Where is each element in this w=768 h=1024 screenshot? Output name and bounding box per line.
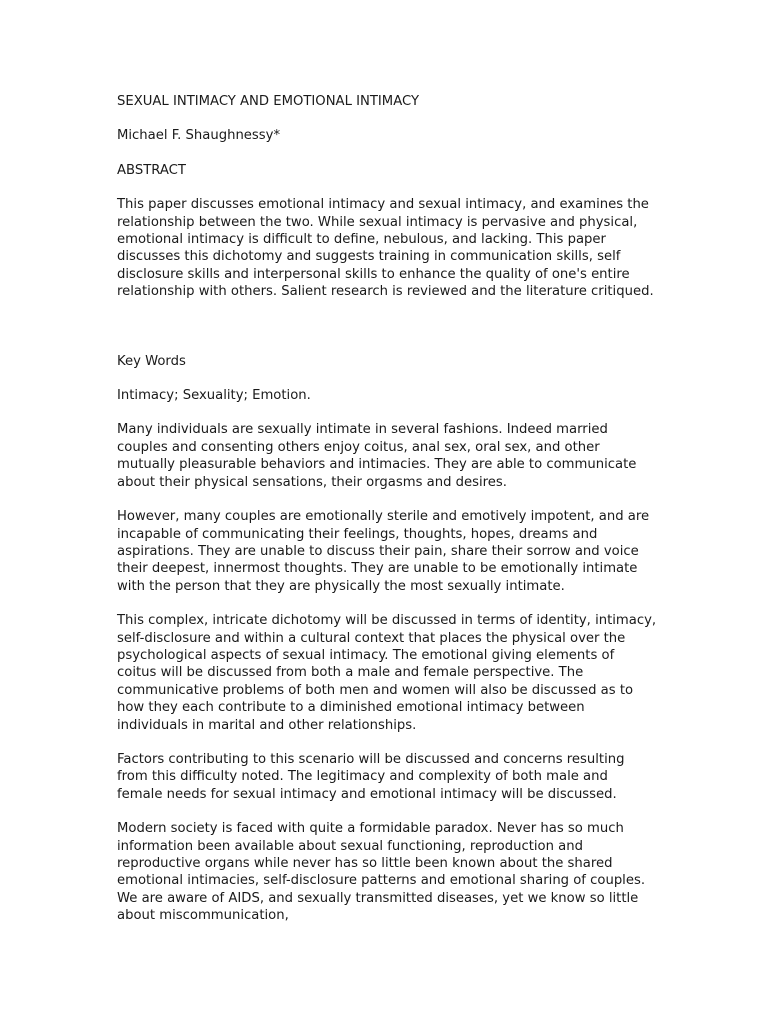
- document-page: [117, 93, 657, 942]
- document-title: SEXUAL INTIMACY AND EMOTIONAL INTIMACY: [117, 94, 420, 109]
- body-paragraph: However, many couples are emotionally sterile and emotively impotent, and are incapable of communicating their feelings, thoughts, hopes, dreams and aspirations. They are unable to discuss their pain, share their sorrow and voice their deepest, innermost thoughts. They are unable to be emotionally intimate with the person that they are physically the most sexually intimate.: [117, 509, 650, 594]
- keywords-heading: Key Words: [117, 353, 186, 369]
- body-paragraph: Modern society is faced with quite a formidable paradox. Never has so much information been available about sexual functioning, reproduction and reproductive organs while never has so little been known about the shared emotional intimacies, self-disclosure patterns and emotional sharing of couples. We are aware of AIDS, and sexually transmitted diseases, yet we know so little about miscommunication,: [117, 821, 646, 924]
- abstract-text: This paper discusses emotional intimacy and sexual intimacy, and examines the relationship between the two. While sexual intimacy is pervasive and physical, emotional intimacy is difficult to define, nebulous, and lacking. This paper discusses this dichotomy and suggests training in communication skills, self disclosure skills and interpersonal skills to enhance the quality of one's entire relationship with others. Salient research is reviewed and the literature critiqued.: [117, 197, 654, 300]
- keywords-text: Intimacy; Sexuality; Emotion.: [117, 388, 311, 404]
- abstract-heading: ABSTRACT: [117, 162, 186, 178]
- body-paragraph: This complex, intricate dichotomy will be discussed in terms of identity, intimacy, self-disclosure and within a cultural context that places the physical over the psychological aspects of sexual intimacy. The emotional giving elements of coitus will be discussed from both a male and female perspective. The communicative problems of both men and women will also be discussed as to how they each contribute to a diminished emotional intimacy between individuals in marital and other relationships.: [117, 613, 657, 733]
- body-paragraph: Many individuals are sexually intimate in several fashions. Indeed married couples and consenting others enjoy coitus, anal sex, oral sex, and other mutually pleasurable behaviors and intimacies. They are able to communicate about their physical sensations, their orgasms and desires.: [117, 422, 637, 490]
- author-name: Michael F. Shaughnessy*: [117, 128, 281, 144]
- body-paragraph: Factors contributing to this scenario will be discussed and concerns resulting from this difficulty noted. The legitimacy and complexity of both male and female needs for sexual intimacy and emotional intimacy will be discussed.: [117, 751, 625, 802]
